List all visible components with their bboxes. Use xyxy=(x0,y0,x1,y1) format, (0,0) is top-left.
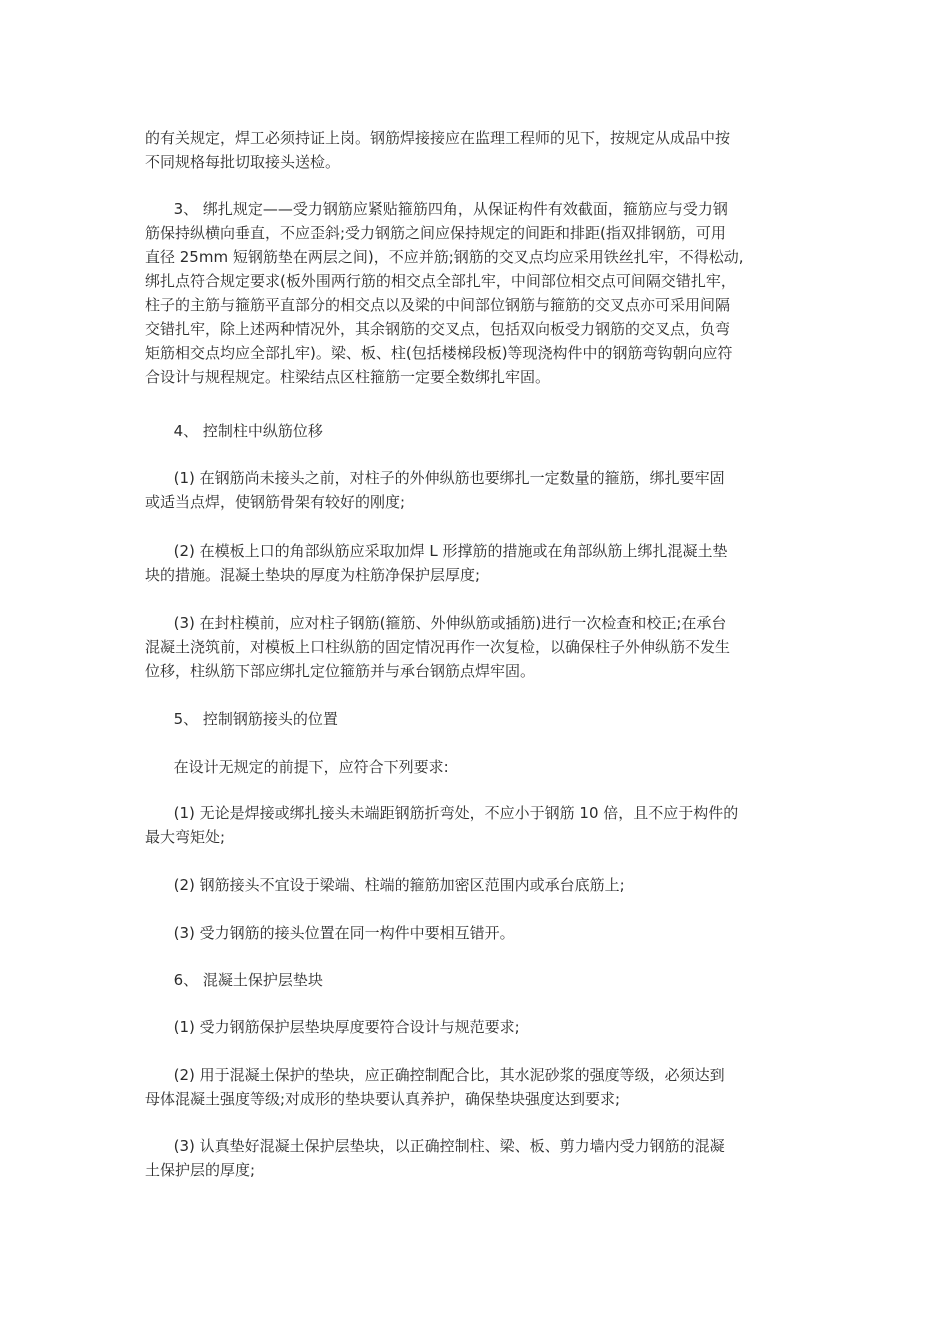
heading-section-4 xyxy=(145,419,810,443)
paragraph-5-intro xyxy=(145,755,810,779)
text-line: 直径 25mm 短钢筋垫在两层之间)，不应并筋;钢筋的交叉点均应采用铁丝扎牢，不得松动, xyxy=(145,248,744,266)
text-line: 矩筋相交点均应全部扎牢)。梁、板、柱(包括楼梯段板)等现浇构件中的钢筋弯钩朝向应符 xyxy=(145,344,733,362)
heading-section-6 xyxy=(145,968,810,992)
heading-section-5 xyxy=(145,707,810,731)
paragraph-6-2 xyxy=(145,1063,810,1111)
text-line: 4、 控制柱中纵筋位移 xyxy=(145,422,323,440)
text-line: 土保护层的厚度; xyxy=(145,1161,256,1179)
text-line: 的有关规定，焊工必须持证上岗。钢筋焊接接应在监理工程师的见下，按规定从成品中按 xyxy=(145,129,731,147)
text-line: 柱子的主筋与箍筋平直部分的相交点以及梁的中间部位钢筋与箍筋的交叉点亦可采用间隔 xyxy=(145,296,731,314)
paragraph-6-3 xyxy=(145,1134,810,1182)
paragraph-4-2 xyxy=(145,539,810,587)
text-line: 5、 控制钢筋接头的位置 xyxy=(145,710,338,728)
text-line: 不同规格每批切取接头送检。 xyxy=(145,153,341,171)
text-line: (1) 无论是焊接或绑扎接头未端距钢筋折弯处，不应小于钢筋 10 倍，且不应于构件的 xyxy=(145,804,739,822)
text-line: 绑扎点符合规定要求(板外围两行筋的相交点全部扎牢，中间部位相交点可间隔交错扎牢， xyxy=(145,272,736,290)
text-line: (2) 用于混凝土保护的垫块，应正确控制配合比，其水泥砂浆的强度等级，必须达到 xyxy=(145,1066,725,1084)
text-line: (3) 在封柱模前，应对柱子钢筋(箍筋、外伸纵筋或插筋)进行一次检查和校正;在承台 xyxy=(145,614,727,632)
text-line: (1) 在钢筋尚未接头之前，对柱子的外伸纵筋也要绑扎一定数量的箍筋，绑扎要牢固 xyxy=(145,469,725,487)
text-line: 筋保持纵横向垂直，不应歪斜;受力钢筋之间应保持规定的间距和排距(指双排钢筋，可用 xyxy=(145,224,726,242)
text-line: (3) 认真垫好混凝土保护层垫块，以正确控制柱、梁、板、剪力墙内受力钢筋的混凝 xyxy=(145,1137,725,1155)
text-line: 交错扎牢，除上述两种情况外，其余钢筋的交叉点，包括双向板受力钢筋的交叉点，负弯 xyxy=(145,320,731,338)
text-line: 合设计与规程规定。柱梁结点区柱箍筋一定要全数绑扎牢固。 xyxy=(145,368,551,386)
text-line: 混凝土浇筑前，对模板上口柱纵筋的固定情况再作一次复检，以确保柱子外伸纵筋不发生 xyxy=(145,638,731,656)
text-line: (3) 受力钢筋的接头位置在同一构件中要相互错开。 xyxy=(145,924,515,942)
text-line: (2) 在模板上口的角部纵筋应采取加焊 L 形撑筋的措施或在角部纵筋上绑扎混凝土垫 xyxy=(145,542,728,560)
paragraph-4-1 xyxy=(145,466,810,514)
text-line: 位移，柱纵筋下部应绑扎定位箍筋并与承台钢筋点焊牢固。 xyxy=(145,662,536,680)
text-line: 块的措施。混凝土垫块的厚度为柱筋净保护层厚度; xyxy=(145,566,481,584)
paragraph-5-2 xyxy=(145,873,810,897)
paragraph-5-1 xyxy=(145,801,810,849)
text-line: 母体混凝土强度等级;对成形的垫块要认真养护，确保垫块强度达到要求; xyxy=(145,1090,621,1108)
text-line: 最大弯矩处; xyxy=(145,828,226,846)
text-line: 3、 绑扎规定——受力钢筋应紧贴箍筋四角，从保证构件有效截面，箍筋应与受力钢 xyxy=(145,200,728,218)
paragraph-4-3 xyxy=(145,611,810,683)
paragraph-5-3 xyxy=(145,921,810,945)
paragraph-6-1 xyxy=(145,1015,810,1039)
text-line: (2) 钢筋接头不宜设于梁端、柱端的箍筋加密区范围内或承台底筋上; xyxy=(145,876,625,894)
paragraph-binding-rules xyxy=(145,197,810,389)
text-line: 6、 混凝土保护层垫块 xyxy=(145,971,323,989)
text-line: 或适当点焊，使钢筋骨架有较好的刚度; xyxy=(145,493,406,511)
text-line: 在设计无规定的前提下，应符合下列要求: xyxy=(145,758,449,776)
text-line: (1) 受力钢筋保护层垫块厚度要符合设计与规范要求; xyxy=(145,1018,520,1036)
paragraph-welding-inspection xyxy=(145,126,810,174)
